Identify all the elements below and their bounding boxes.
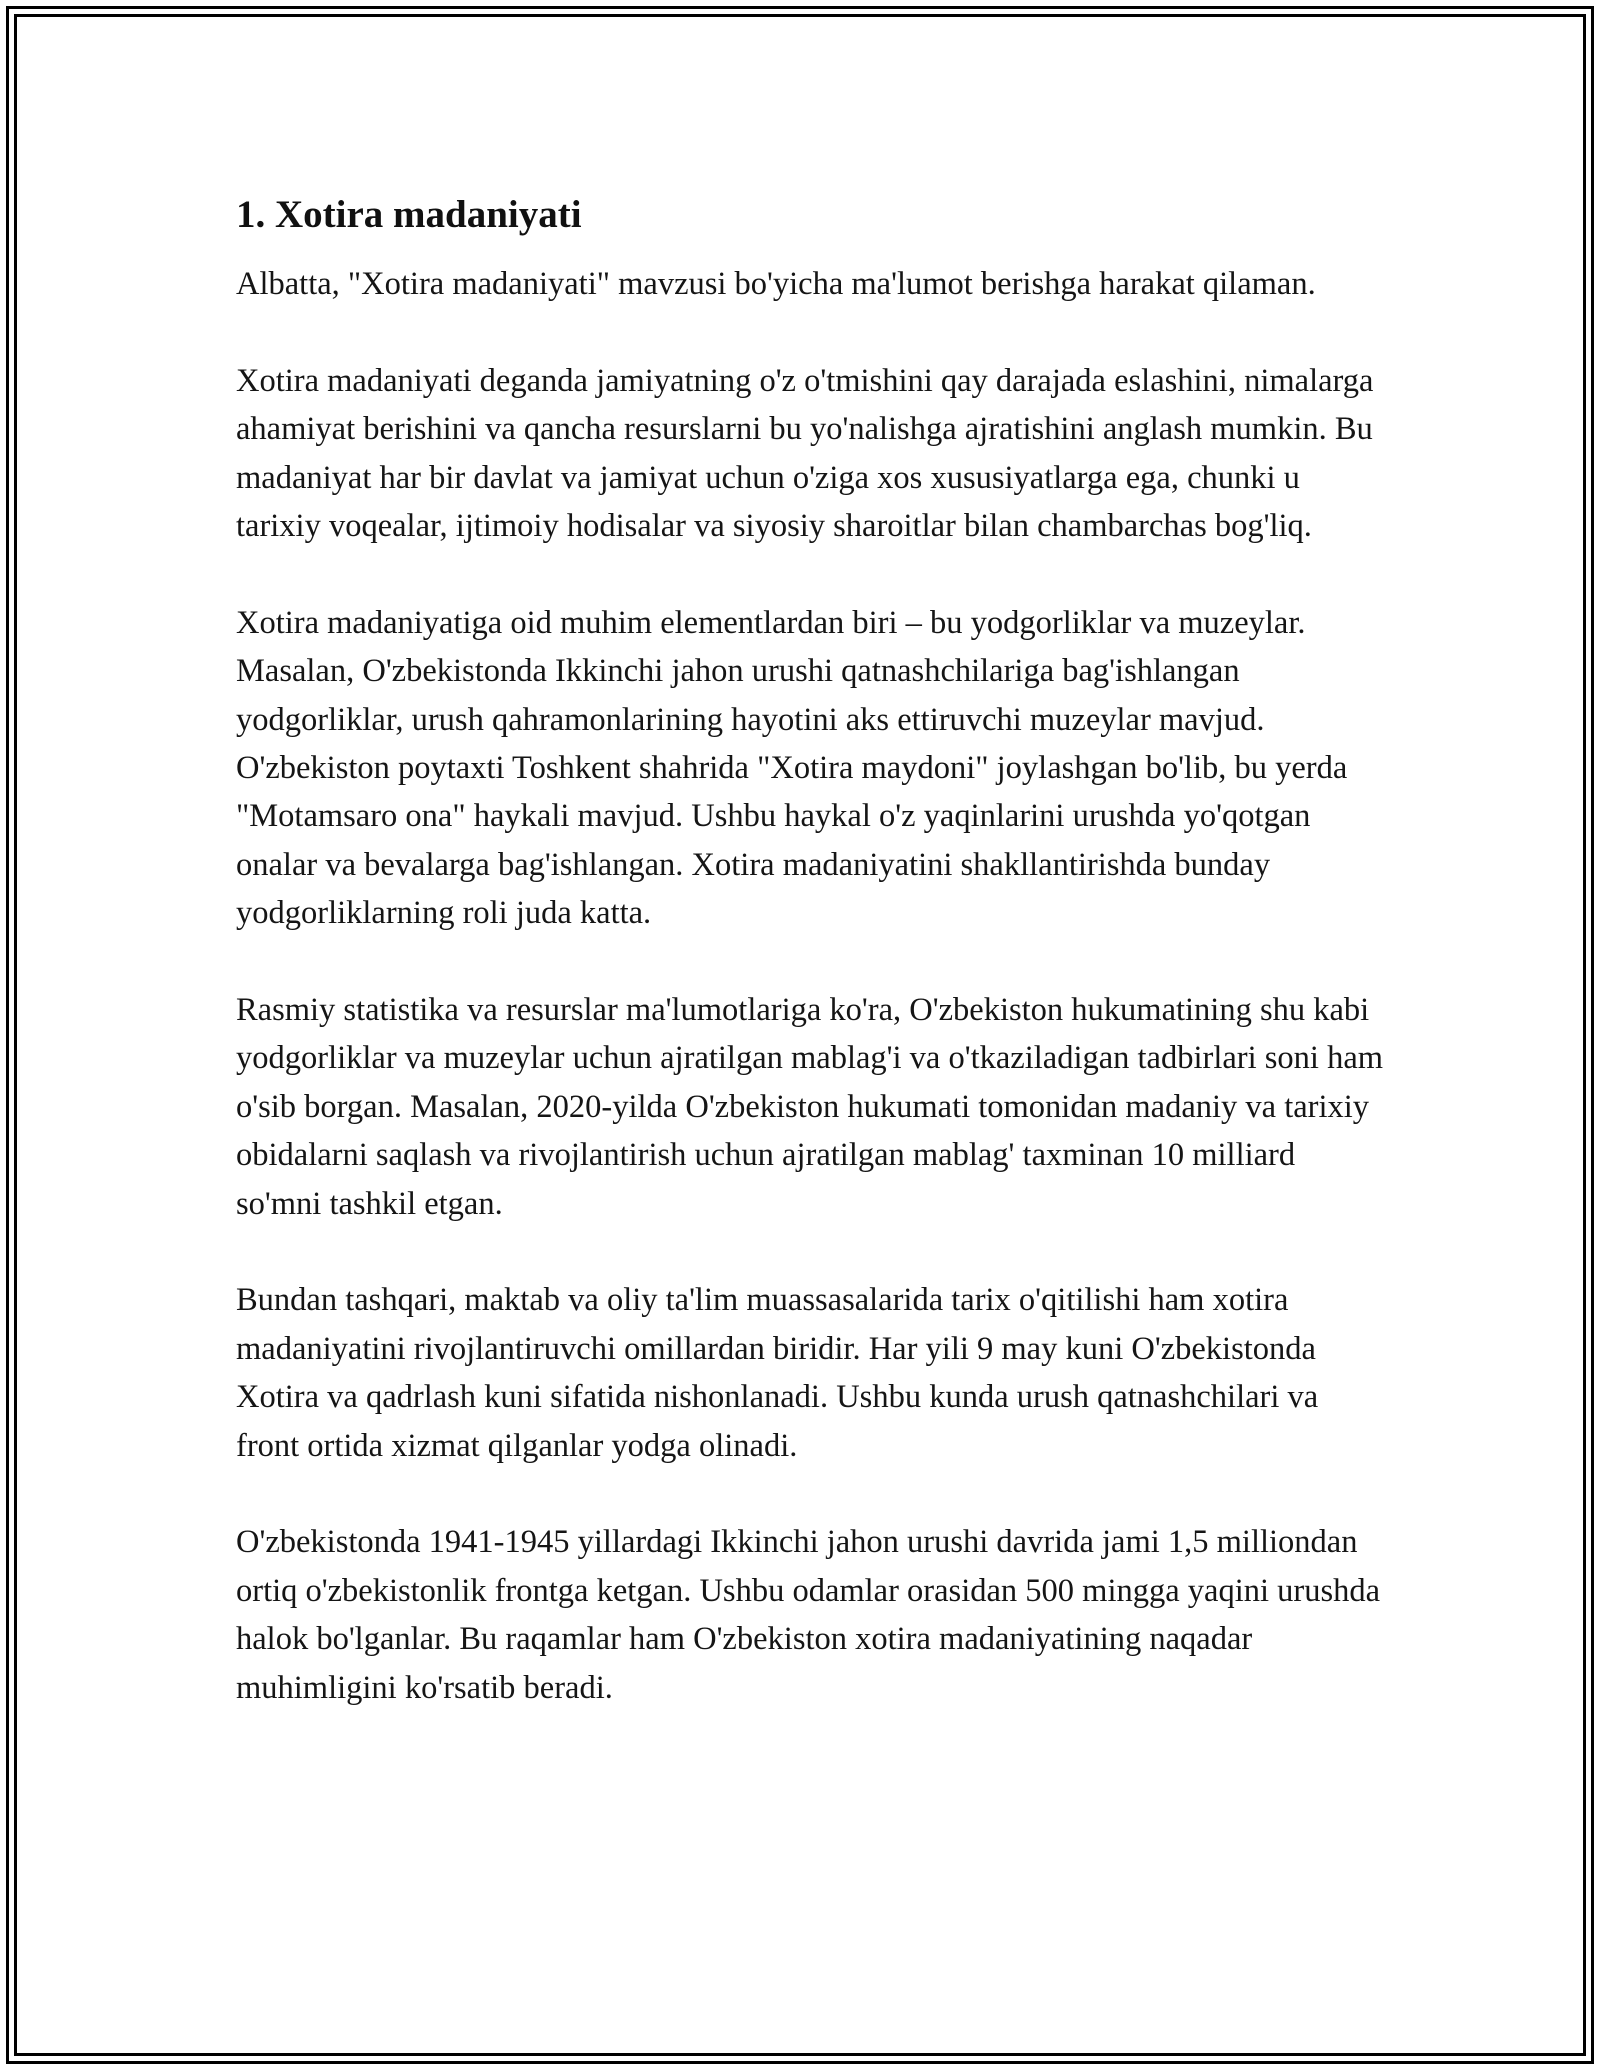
- paragraph-monuments: Xotira madaniyatiga oid muhim elementlardan biri – bu yodgorliklar va muzeylar. Masalan, O'zbekistonda Ikkinchi jahon urushi qatnashchilariga bag'ishlangan yodgorliklar, urush qahramonlarining hayotini aks ettiruvchi muzeylar mavjud. O'zbekiston poytaxti Toshkent shahrida "Xotira maydoni" joylashgan bo'lib, bu yerda "Motamsaro ona" haykali mavjud. Ushbu haykal o'z yaqinlarini urushda yo'qotgan onalar va bevalarga bag'ishlangan. Xotira madaniyatini shakllantirishda bunday yodgorliklarning roli juda katta.: [236, 604, 1348, 932]
- document-body: [236, 180, 1386, 1712]
- paragraph-intro: Albatta, "Xotira madaniyati" mavzusi bo'yicha ma'lumot berishga harakat qilaman.: [236, 266, 1316, 302]
- paragraph-definition: Xotira madaniyati deganda jamiyatning o'z o'tmishini qay darajada eslashini, nimalarga ahamiyat berishini va qancha resurslarni bu yo'nalishga ajratishini anglash mumkin. Bu madaniyat har bir davlat va jamiyat uchun o'ziga xos xususiyatlarga ega, chunki u tarixiy voqealar, ijtimoiy hodisalar va siyosiy sharoitlar bilan chambarchas bog'liq.: [236, 362, 1374, 545]
- section-heading: 1. Xotira madaniyati: [236, 193, 582, 236]
- paragraph-statistics: Rasmiy statistika va resurslar ma'lumotlariga ko'ra, O'zbekiston hukumatining shu kabi yodgorliklar va muzeylar uchun ajratilgan mablag'i va o'tkaziladigan tadbirlari soni ham o'sib borgan. Masalan, 2020-yilda O'zbekiston hukumati tomonidan madaniy va tarixiy obidalarni saqlash va rivojlantirish uchun ajratilgan mablag' taxminan 10 milliard so'mni tashkil etgan.: [236, 992, 1384, 1222]
- paragraph-war-figures: O'zbekistonda 1941-1945 yillardagi Ikkinchi jahon urushi davrida jami 1,5 milliondan ortiq o'zbekistonlik frontga ketgan. Ushbu odamlar orasidan 500 mingga yaqini urushda halok bo'lganlar. Bu raqamlar ham O'zbekiston xotira madaniyatining naqadar muhimligini ko'rsatib beradi.: [236, 1524, 1381, 1706]
- paragraph-education: Bundan tashqari, maktab va oliy ta'lim muassasalarida tarix o'qitilishi ham xotira madaniyatini rivojlantiruvchi omillardan biridir. Har yili 9 may kuni O'zbekistonda Xotira va qadrlash kuni sifatida nishonlanadi. Ushbu kunda urush qatnashchilari va front ortida xizmat qilganlar yodga olinadi.: [236, 1282, 1319, 1464]
